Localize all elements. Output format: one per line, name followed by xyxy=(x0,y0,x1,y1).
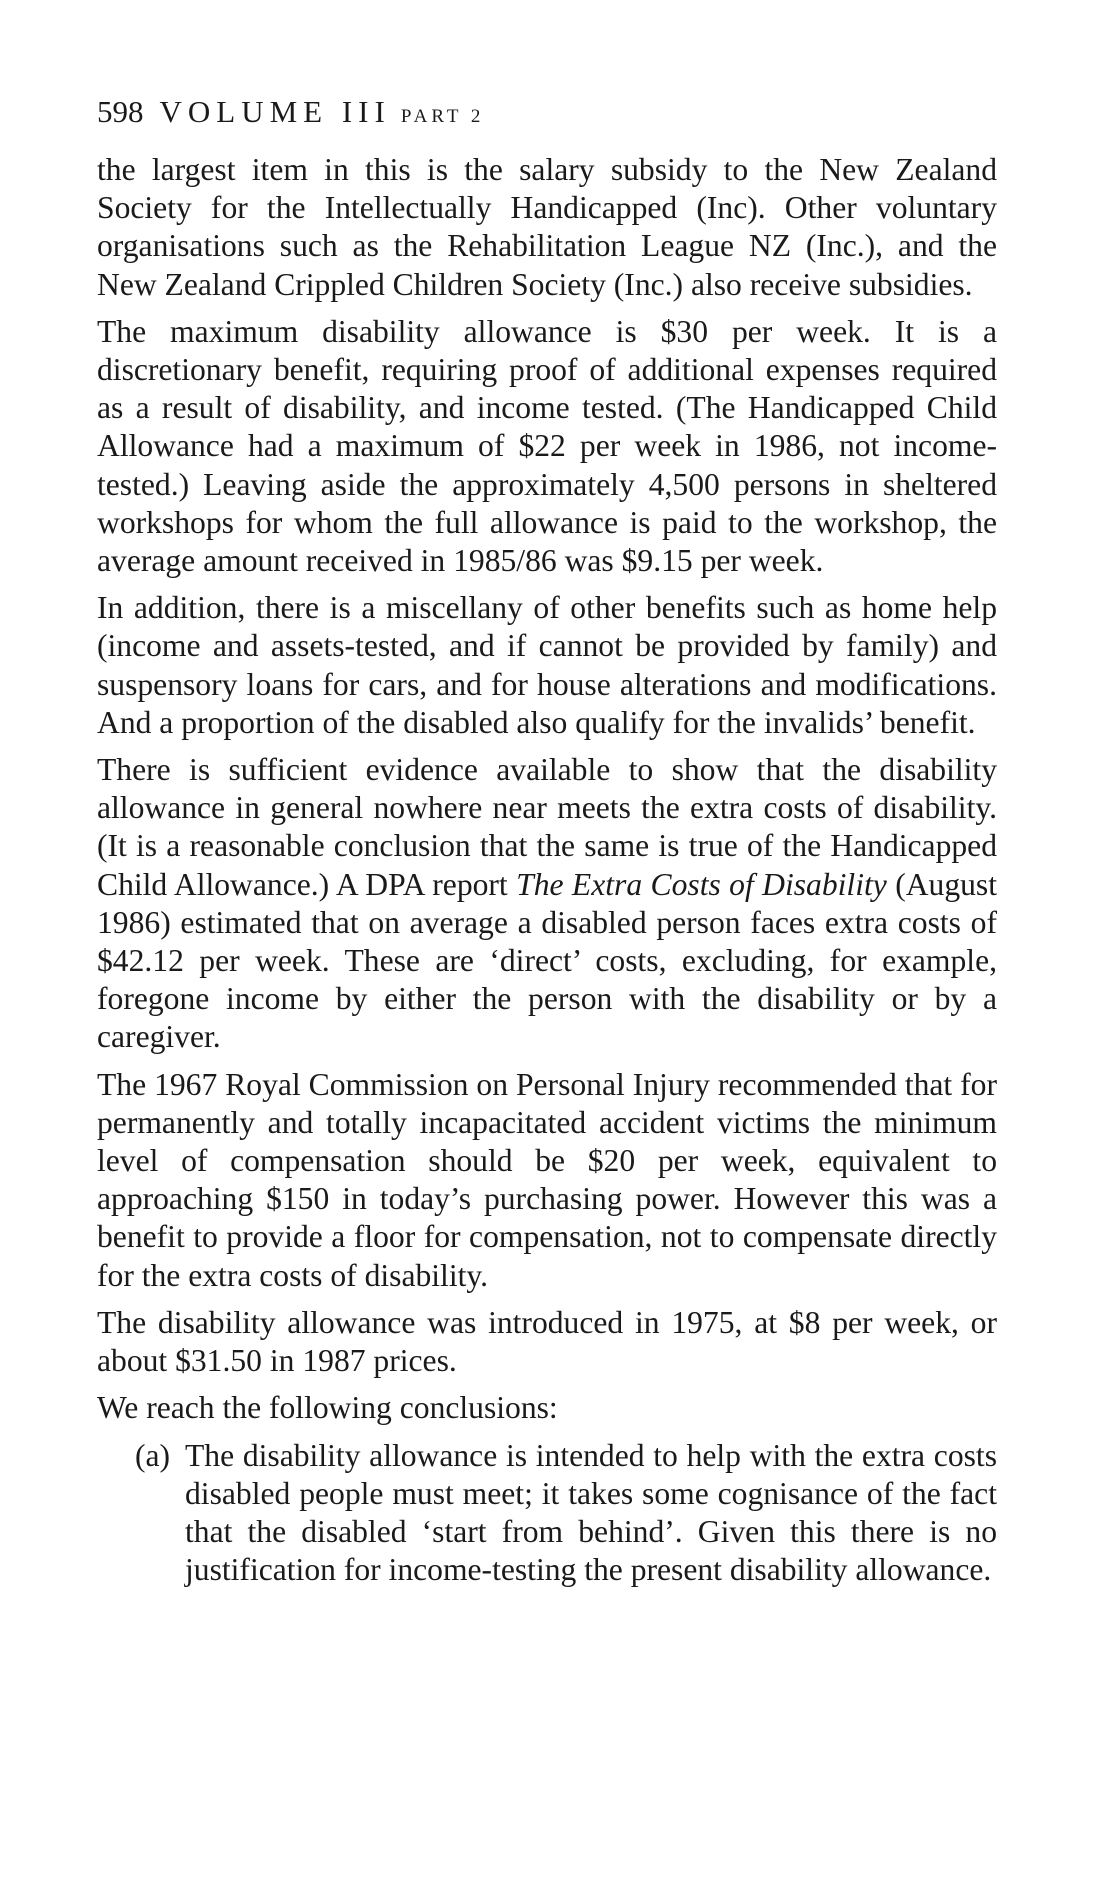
paragraph-7: We reach the following conclusions: xyxy=(97,1390,558,1426)
paragraph-4 xyxy=(97,751,997,1057)
paragraph-2: The maximum disability allowance is $30 per week. It is a discretionary benefit, requiring proof of additional expenses required as a result of disability, and income tested. (The Handicapped Child Allowance had a maximum of $22 per week in 1986, not income-tested.) Leaving aside the approximately 4,500 persons in sheltered workshops for whom the full allowance is paid to the workshop, the average amount received in 1985/86 was $9.15 per week. xyxy=(97,313,997,579)
part-label: PART 2 xyxy=(400,106,485,127)
conclusion-text: The disability allowance is intended to help with the extra costs disabled people must meet; it takes some cognisance of the fact that the disabled ‘start from behind’. Given this there is no justification for income-testing the present disability allowance. xyxy=(185,1437,997,1588)
paragraph-3: In addition, there is a miscellany of other benefits such as home help (income and assets-tested, and if cannot be provided by family) and suspensory loans for cars, and for house alterations and modifications. And a proportion of the disabled also qualify for the invalids’ benefit. xyxy=(97,590,997,740)
conclusion-item xyxy=(97,1437,997,1590)
paragraph-6: The disability allowance was introduced in 1975, at $8 per week, or about $31.50 in 1987 prices. xyxy=(97,1304,997,1379)
volume-label: VOLUME III xyxy=(159,94,391,129)
paragraph-5: The 1967 Royal Commission on Personal Injury recommended that for permanently and totally incapacitated accident victims the minimum level of compensation should be $20 per week, equivalent to approaching $150 in today’s purchasing power. However this was a benefit to provide a floor for compensation, not to compensate directly for the extra costs of disability. xyxy=(97,1066,997,1293)
paragraph-1: the largest item in this is the salary subsidy to the New Zealand Society for the Intellectually Handicapped (Inc). Other voluntary organisations such as the Rehabilitation League NZ (Inc.), and the New Zealand Crippled Children Society (Inc.) also receive subsidies. xyxy=(97,152,997,302)
document-page xyxy=(97,92,997,1589)
page-number: 598 xyxy=(97,94,144,129)
paragraph-4-text-b: (August 1986) estimated that on average a disabled person faces extra costs of $42.12 per week. These are ‘direct’ costs, excluding, for example, foregone income by either the person with the disability or by a caregiver. xyxy=(97,866,997,1055)
conclusion-marker: (a) xyxy=(135,1437,171,1473)
paragraph-4-text-a: There is sufficient evidence available to show that the disability allowance in general nowhere near meets the extra costs of disability. (It is a reasonable conclusion that the same is true of the Handicapped Child Allowance.) A DPA report xyxy=(97,752,997,902)
running-head xyxy=(97,92,997,137)
report-title: The Extra Costs of Disability xyxy=(516,866,887,902)
